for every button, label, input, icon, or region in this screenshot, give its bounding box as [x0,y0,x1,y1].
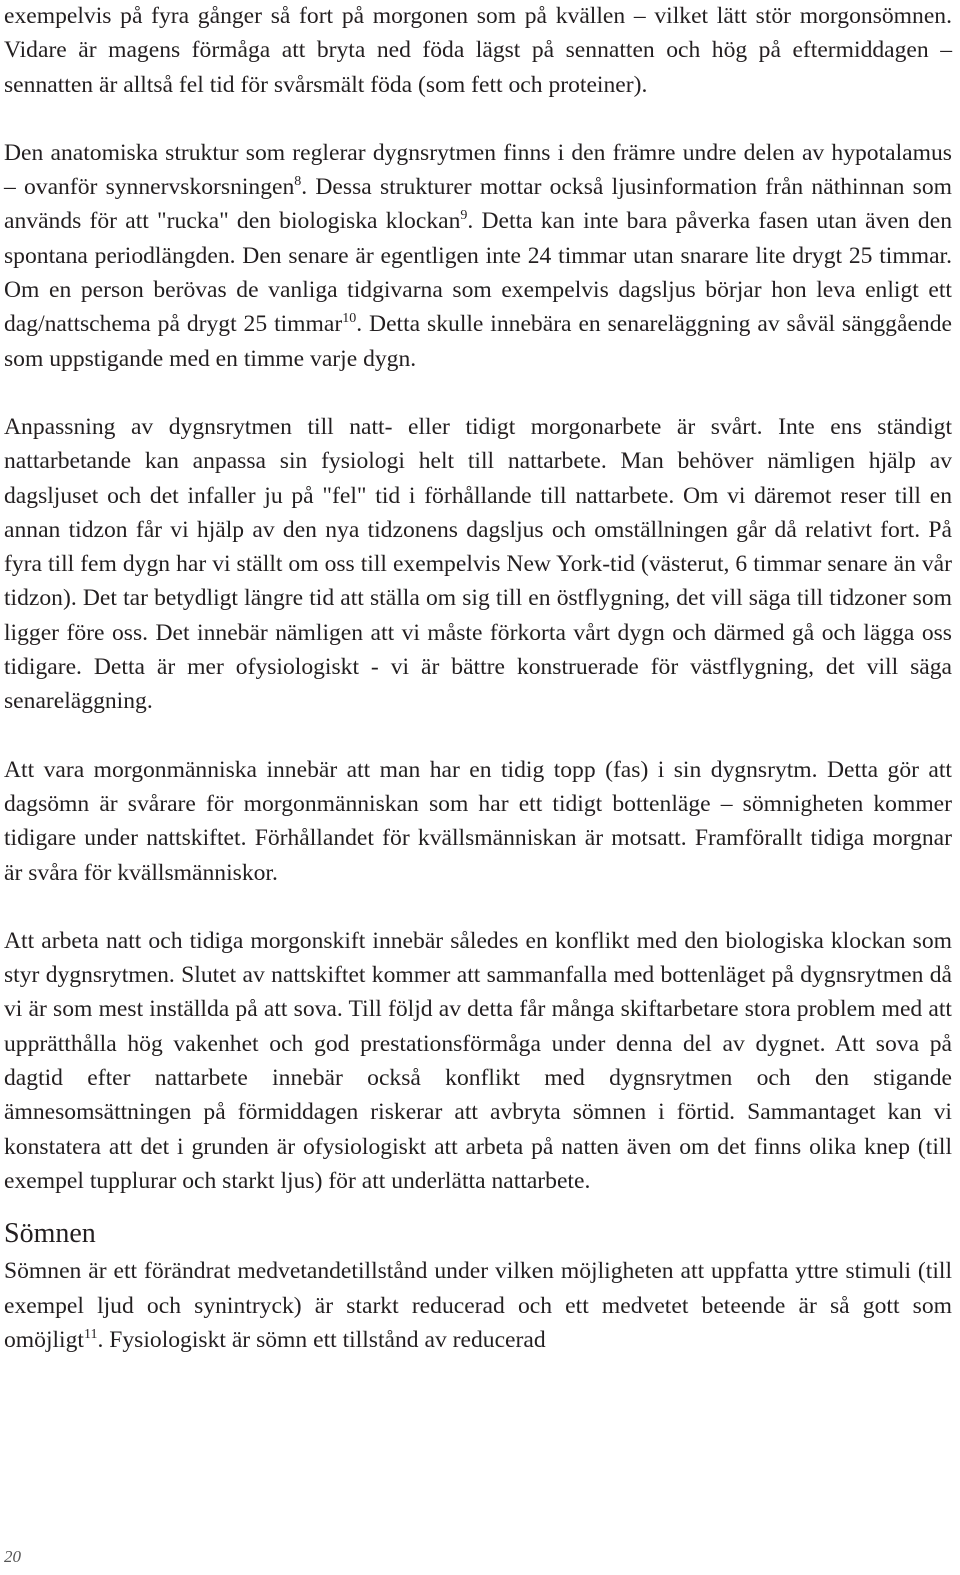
paragraph-spacer [4,102,952,136]
paragraph-spacer [4,890,952,924]
page-number: 20 [4,1547,21,1566]
paragraph-sleep [4,1254,952,1357]
paragraph-spacer [4,719,952,753]
paragraph-spacer [4,376,952,410]
paragraph-metabolism: exempelvis på fyra gånger så fort på morgonen som på kvällen – vilket lätt stör morgonsömnen. Vidare är magens förmåga att bryta ned föda lägst på sennatten och hög på eftermiddagen – sennatten är alltså fel tid för svårsmält föda (som fett och proteiner). [4,3,952,98]
section-heading: Sömnen [4,1218,96,1250]
paragraph-night-work: Att arbeta natt och tidiga morgonskift innebär således en konflikt med den biologiska klockan som styr dygnsrytmen. Slutet av nattskiftet kommer att sammanfalla med bottenläget på dygnsrytmen då vi är som mest inställda på att sova. Till följd av detta får många skiftarbetare stora problem med att upprätthålla hög vakenhet och god prestationsförmåga under denna del av dygnet. Att sova på dagtid efter nattarbete innebär också konflikt med dygnsrytmen och den stigande ämnesomsättningen på förmiddagen riskerar att avbryta sömnen i förtid. Sammantaget kan vi konstatera att det i grunden är ofysiologiskt att arbeta på natten även om det finns olika knep (till exempel tupplurar och starkt ljus) för att underlätta nattarbete. [4,927,952,1194]
paragraph-text: . Detta skulle innebära en senareläggning av såväl sänggående som uppstigande med en timme varje dygn. [4,311,952,372]
paragraph-text: . Dessa strukturer mottar också ljusinformation från näthinnan som används för att "rucka" den biologiska klockan [4,174,952,235]
footnote-ref-11: 11 [83,1326,98,1342]
footnote-ref-10: 10 [342,311,357,327]
footnote-ref-9: 9 [460,208,468,224]
footnote-ref-8: 8 [294,174,302,190]
paragraph-text: . Detta kan inte bara påverka fasen utan även den spontana periodlängden. Den senare är egentligen inte 24 timmar utan snarare lite drygt 25 timmar. Om en person berövas de vanliga tidgivarna som exempelvis dagsljus börjar hon leva enligt ett dag/nattschema på drygt 25 timmar [4,208,952,338]
paragraph-anatomy [4,136,952,376]
paragraph-text: Sömnen är ett förändrat medvetandetillstånd under vilken möjligheten att uppfatta yttre stimuli (till exempel ljud och synintryck) är starkt reducerad och ett medvetet beteende är så gott som omöjligt [4,1258,952,1353]
paragraph-text: Den anatomiska struktur som reglerar dygnsrytmen finns i den främre undre delen av hypotalamus – ovanför synnervskorsningen [4,139,952,201]
paragraph-text: . Fysiologiskt är sömn ett tillstånd av reducerad [97,1326,546,1353]
section-spacer [4,1198,952,1214]
document-page [4,0,952,1357]
paragraph-adaptation: Anpassning av dygnsrytmen till natt- eller tidigt morgonarbete är svårt. Inte ens ständigt nattarbetande kan anpassa sin fysiologi helt till nattarbete. Man behöver nämligen hjälp av dagsljuset och det infaller ju på "fel" tid i förhållande till nattarbete. Om vi däremot reser till en annan tidzon får vi hjälp av den nya tidzonens dagsljus och omställningen går då relativt fort. På fyra till fem dygn har vi ställt om oss till exempelvis New York-tid (västerut, 6 timmar senare än vår tidzon). Det tar betydligt längre tid att ställa om sig till en östflygning, det vill säga till tidzoner som ligger före oss. Det innebär nämligen att vi måste förkorta vårt dygn och därmed gå och lägga oss tidigare. Detta är mer ofysiologiskt - vi är bättre konstruerade för västflygning, det vill säga senareläggning. [4,413,952,715]
paragraph-morning-person: Att vara morgonmänniska innebär att man har en tidig topp (fas) i sin dygnsrytm. Detta gör att dagsömn är svårare för morgonmänniskan som har ett tidigt bottenläge – sömnigheten kommer tidigare under nattskiftet. Förhållandet för kvällsmänniskan är motsatt. Framförallt tidiga morgnar är svåra för kvällsmänniskor. [4,756,952,886]
